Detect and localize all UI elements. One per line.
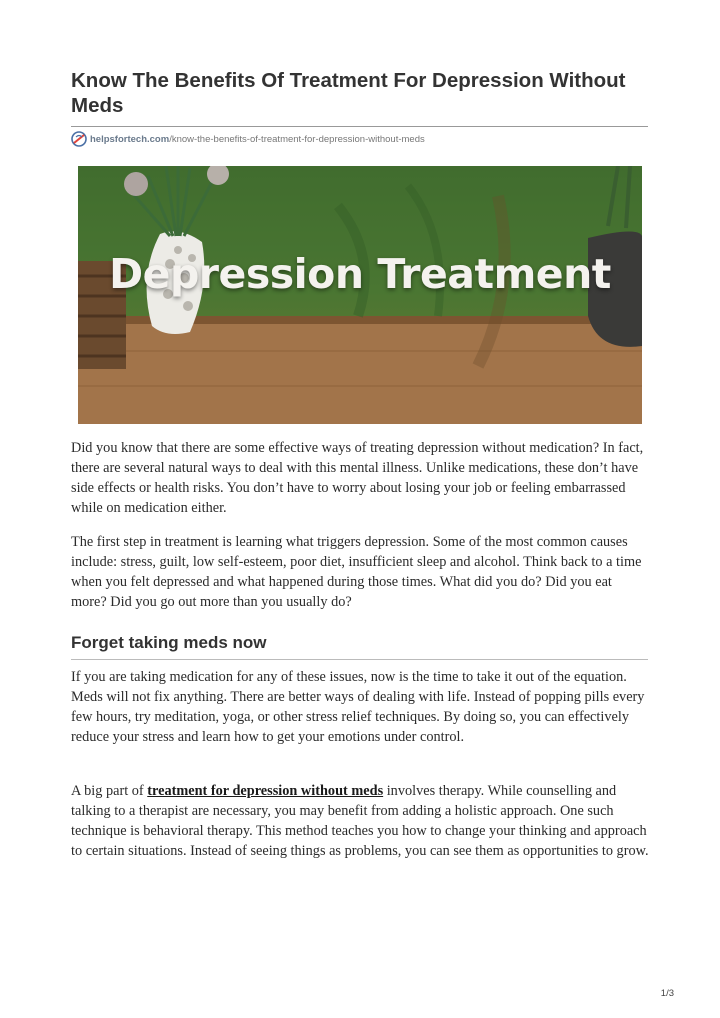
paragraph-4 [71,781,651,861]
paragraph-2: The first step in treatment is learning what triggers depression. Some of the most common causes include: stress, guilt, low self-esteem, poor diet, insufficient sleep and alcohol. Think back to a time when you felt depressed and what happened during those times. What did you do? Did you eat more? Did you go out more than you usually do? [71,534,642,610]
paragraph-1: Did you know that there are some effective ways of treating depression without medication? In fact, there are several natural ways to deal with this mental illness. Unlike medications, these don’t have side effects or health risks. You don’t have to worry about losing your job or feeling embarrassed while on medication either. [71,440,644,516]
treatment-link[interactable]: treatment for depression without meds [147,783,384,799]
source-domain: helpsfortech.com [90,133,170,145]
title-divider [71,126,648,127]
paragraph-4-after: involves therapy. While counselling and talking to a therapist are necessary, you may benefit from adding a holistic approach. One such technique is behavioral therapy. This method teaches you how to change your thinking and approach to certain situations. Instead of seeing things as problems, you can see them as opportunities to grow. [71,783,649,859]
section-divider [71,659,648,660]
source-url[interactable] [71,131,425,147]
hero-image [78,166,642,424]
paragraph-4-before: A big part of [71,783,148,799]
source-path: /know-the-benefits-of-treatment-for-depression-without-meds [169,133,425,145]
article-title: Know The Benefits Of Treatment For Depression Without Meds [71,69,626,117]
site-logo-icon [71,131,87,147]
page-number: 1/3 [660,988,674,999]
section-heading: Forget taking meds now [71,633,267,652]
hero-caption: Depression Treatment [109,250,611,298]
paragraph-3: If you are taking medication for any of these issues, now is the time to take it out of the equation. Meds will not fix anything. There are better ways of dealing with life. Instead of popping pills every few hours, try meditation, yoga, or other stress relief techniques. By doing so, you can effectively reduce your stress and learn how to get your emotions under control. [71,669,645,745]
